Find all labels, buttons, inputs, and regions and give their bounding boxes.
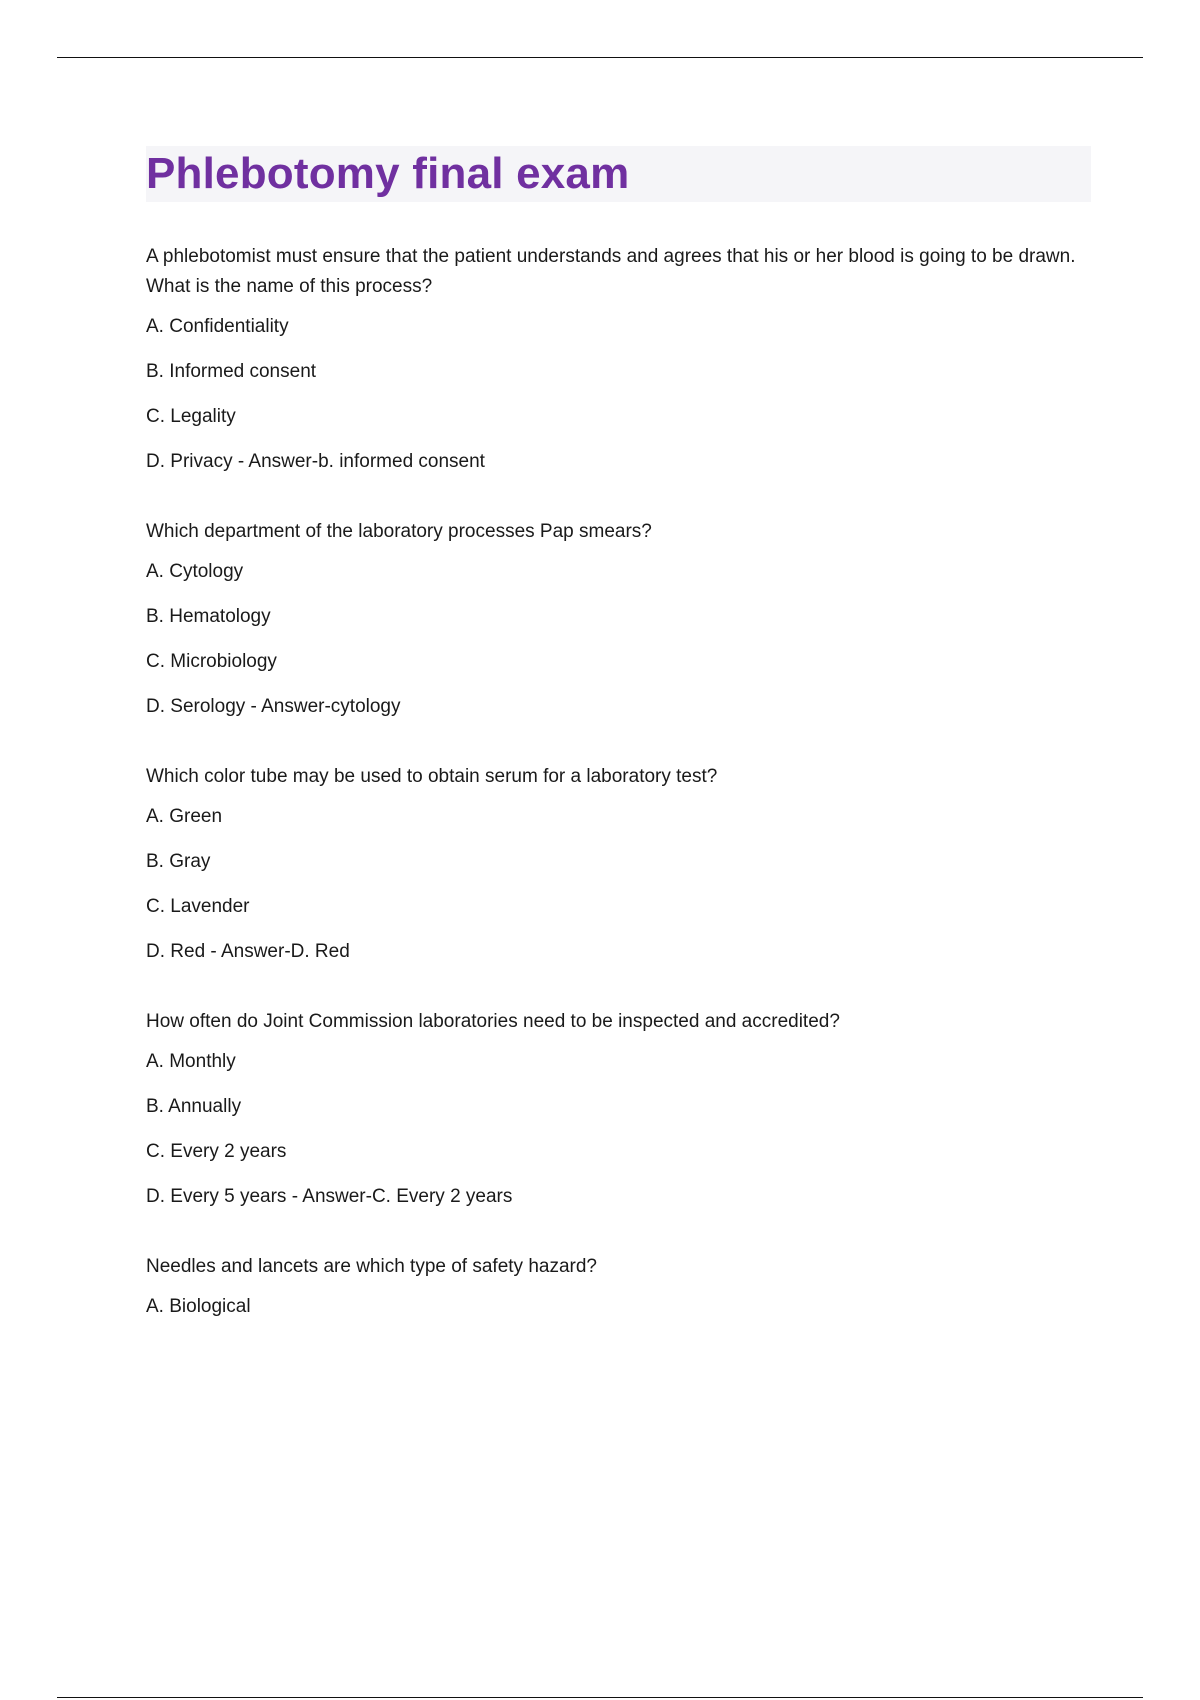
answer-option: C. Every 2 years	[146, 1141, 287, 1162]
question-2	[146, 517, 1091, 718]
answer-option: D. Red - Answer-D. Red	[146, 941, 350, 962]
answer-option: C. Lavender	[146, 896, 250, 917]
answer-option: C. Legality	[146, 406, 236, 427]
question-text: A phlebotomist must ensure that the patient understands and agrees that his or her blood is going to be drawn. What is the name of this process?	[146, 246, 1076, 297]
answer-option: B. Annually	[146, 1096, 242, 1117]
answer-option: A. Green	[146, 806, 223, 827]
answer-option: A. Biological	[146, 1296, 251, 1317]
answer-option: B. Gray	[146, 851, 211, 872]
answer-option: A. Confidentiality	[146, 316, 289, 337]
question-5	[146, 1252, 1091, 1318]
question-text: Which color tube may be used to obtain serum for a laboratory test?	[146, 766, 718, 787]
answer-option: C. Microbiology	[146, 651, 277, 672]
title-banner	[146, 146, 1091, 202]
answer-option: B. Informed consent	[146, 361, 317, 382]
answer-option: A. Monthly	[146, 1051, 236, 1072]
page-title: Phlebotomy final exam	[146, 149, 630, 198]
question-text: How often do Joint Commission laboratories need to be inspected and accredited?	[146, 1011, 840, 1032]
question-1	[146, 242, 1091, 473]
answer-option: A. Cytology	[146, 561, 244, 582]
question-4	[146, 1007, 1091, 1208]
question-text: Needles and lancets are which type of safety hazard?	[146, 1256, 597, 1277]
document-body	[146, 146, 1091, 1362]
question-3	[146, 762, 1091, 963]
page-top-rule	[57, 57, 1143, 58]
answer-option: D. Every 5 years - Answer-C. Every 2 years	[146, 1186, 513, 1207]
question-text: Which department of the laboratory processes Pap smears?	[146, 521, 652, 542]
page-bottom-rule	[57, 1697, 1143, 1698]
answer-option: B. Hematology	[146, 606, 271, 627]
answer-option: D. Serology - Answer-cytology	[146, 696, 401, 717]
answer-option: D. Privacy - Answer-b. informed consent	[146, 451, 485, 472]
